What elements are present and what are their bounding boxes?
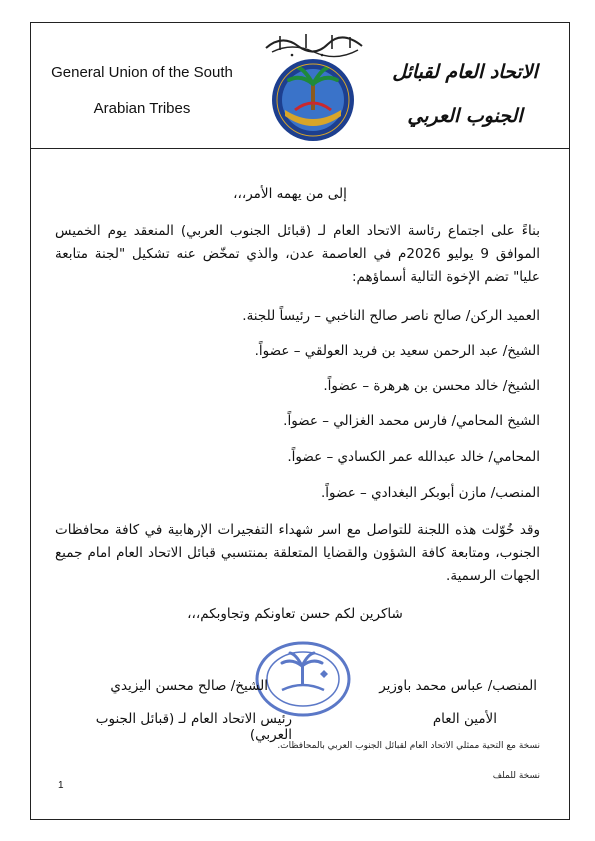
english-org-name	[32, 55, 252, 127]
right-signatory-title: الأمين العام	[432, 711, 497, 727]
page-number: 1	[58, 780, 64, 791]
member-3: الشيخ/ خالد محسن بن هرهرة – عضواً.	[323, 378, 540, 394]
left-signatory-title: رئيس الاتحاد العام لـ (قبائل الجنوب العربي)	[95, 711, 292, 743]
member-1: العميد الركن/ صالح ناصر صالح الناخبي – رئيساً للجنة.	[242, 308, 540, 324]
file-note: نسخة للملف	[492, 771, 540, 781]
arabic-org-name-line2: الجنوب العربي	[407, 105, 523, 127]
arabic-org-name	[370, 50, 560, 138]
english-org-name-line2: Arabian Tribes	[93, 100, 191, 117]
english-org-name-line1: General Union of the South	[51, 64, 233, 81]
copy-note: نسخة مع التحية ممثلي الاتحاد العام لقبائل الجنوب العربي بالمحافظات.	[277, 741, 540, 751]
arabic-org-name-line1: الاتحاد العام لقبائل	[392, 61, 538, 83]
right-signatory-name: المنصب/ عباس محمد باوزير	[379, 678, 537, 694]
basmala-calligraphy	[262, 28, 368, 58]
left-signatory-name: الشيخ/ صالح محسن اليزيدي	[110, 678, 268, 694]
union-logo	[271, 58, 355, 142]
header-divider	[30, 148, 570, 149]
member-2: الشيخ/ عبد الرحمن سعيد بن فريد العولقي – عضواً.	[254, 343, 540, 359]
member-4: الشيخ المحامي/ فارس محمد الغزالي – عضواً.	[283, 413, 540, 429]
mandate-paragraph: وقد خُوّلت هذه اللجنة للتواصل مع اسر شهداء التفجيرات الإرهابية في كافة محافظات الجنوب، ومتابعة كافة الشؤون والقضايا المتعلقة بمنتسبي قبائل الاتحاد العام امام جميع الجهات الرسمية.	[55, 522, 540, 584]
member-5: المحامي/ خالد عبدالله عمر الكسادي – عضواً.	[287, 449, 540, 465]
closing-line: شاكرين لكم حسن تعاونكم وتجاوبكم،،،	[187, 606, 403, 622]
member-6: المنصب/ مازن أبوبكر البغدادي – عضواً.	[320, 485, 540, 501]
salutation: إلى من يهمه الأمر،،،	[233, 186, 347, 202]
intro-paragraph: بناءً على اجتماع رئاسة الاتحاد العام لـ (قبائل الجنوب العربي) المنعقد يوم الخميس الموافق 9 يوليو 2026م في العاصمة عدن، والذي تمخّض عنه تشكيل "لجنة متابعة عليا" تضم الإخوة التالية أسماؤهم:	[55, 223, 540, 285]
